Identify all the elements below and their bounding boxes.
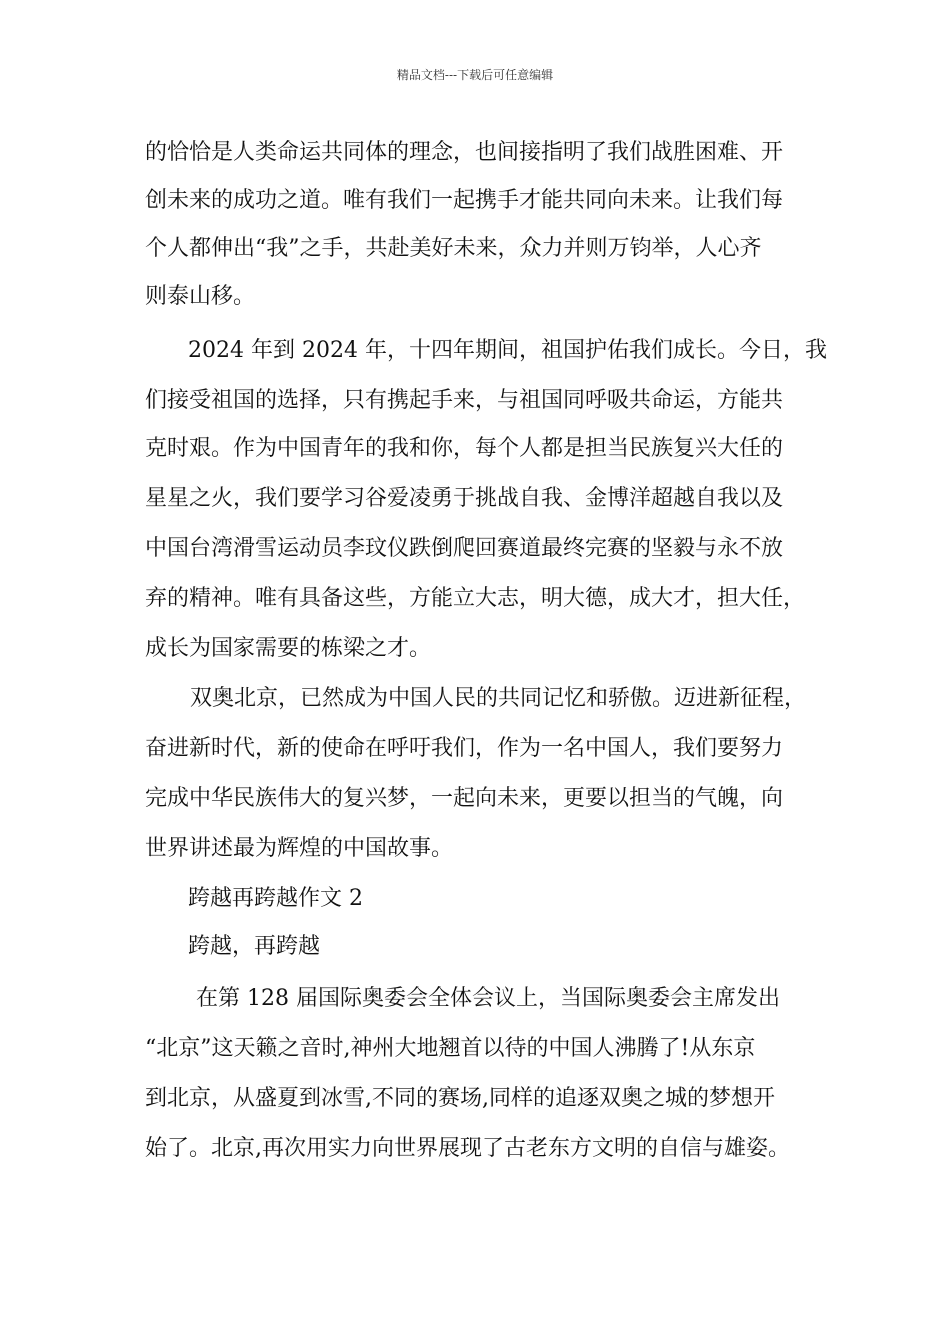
paragraph-line: 星星之火，我们要学习谷爱凌勇于挑战自我、金博洋超越自我以及: [145, 486, 784, 511]
paragraph-line: 世界讲述最为辉煌的中国故事。: [145, 836, 454, 861]
section-title: 跨越再跨越作文 2: [188, 886, 363, 911]
paragraph-line: 弃的精神。唯有具备这些，方能立大志，明大德，成大才，担大任，: [145, 586, 806, 611]
paragraph-line: 的恰恰是人类命运共同体的理念，也间接指明了我们战胜困难、开: [145, 140, 784, 165]
paragraph-line: 创未来的成功之道。唯有我们一起携手才能共同向未来。让我们每: [145, 188, 784, 213]
paragraph-line: 2024 年到 2024 年，十四年期间，祖国护佑我们成长。今日，我: [188, 338, 827, 363]
paragraph-line: 个人都伸出“我”之手，共赴美好未来，众力并则万钧举，人心齐: [145, 236, 762, 261]
paragraph-line: 始了。北京,再次用实力向世界展现了古老东方文明的自信与雄姿。: [145, 1136, 790, 1161]
paragraph-line: 克时艰。作为中国青年的我和你，每个人都是担当民族复兴大任的: [145, 436, 784, 461]
paragraph-line: 到北京，从盛夏到冰雪,不同的赛场,同样的追逐双奥之城的梦想开: [145, 1086, 775, 1111]
paragraph-line: 完成中华民族伟大的复兴梦，一起向未来，更要以担当的气魄，向: [145, 786, 784, 811]
paragraph-line: “北京”这天籁之音时,神州大地翘首以待的中国人沸腾了!从东京: [145, 1036, 756, 1061]
paragraph-line: 则泰山移。: [145, 284, 256, 309]
paragraph-line: 双奥北京，已然成为中国人民的共同记忆和骄傲。迈进新征程，: [190, 686, 807, 711]
paragraph-line: 在第 128 届国际奥委会全体会议上，当国际奥委会主席发出: [196, 986, 780, 1011]
paragraph-line: 们接受祖国的选择，只有携起手来，与祖国同呼吸共命运，方能共: [145, 388, 784, 413]
paragraph-line: 成长为国家需要的栋梁之才。: [145, 636, 432, 661]
page-header: 精品文档---下载后可任意编辑: [396, 68, 554, 82]
paragraph-line: 奋进新时代，新的使命在呼吁我们，作为一名中国人，我们要努力: [145, 736, 784, 761]
essay-title: 跨越，再跨越: [188, 934, 321, 959]
paragraph-line: 中国台湾滑雪运动员李玟仪跌倒爬回赛道最终完赛的坚毅与永不放: [145, 536, 784, 561]
